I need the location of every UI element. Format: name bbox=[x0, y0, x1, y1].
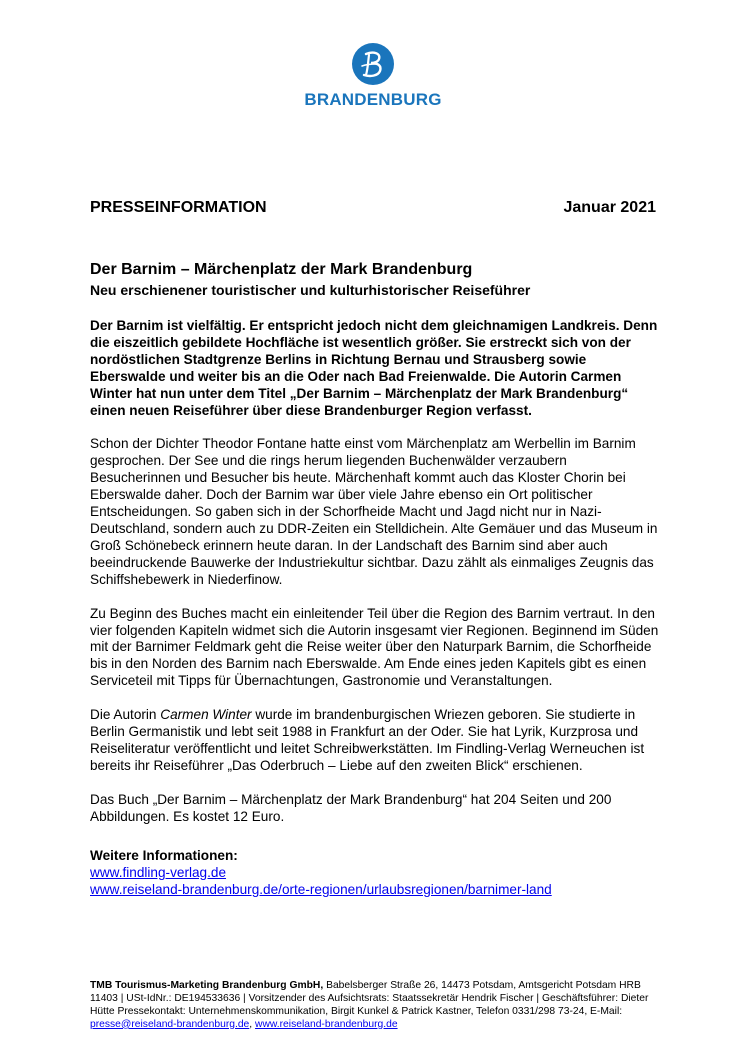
brand-logo bbox=[290, 42, 456, 114]
footer-separator: , bbox=[249, 1018, 256, 1030]
region-link[interactable]: www.reiseland-brandenburg.de/orte-regionen/urlaubsregionen/barnimer-land bbox=[90, 881, 552, 897]
body-paragraph-3 bbox=[90, 707, 660, 775]
article-subtitle: Neu erschienener touristischer und kulturhistorischer Reiseführer bbox=[90, 282, 531, 298]
body-paragraph-1: Schon der Dichter Theodor Fontane hatte einst vom Märchenplatz am Werbellin im Barnim gesprochen. Der See und die rings herum liegenden Buchenwälder verzaubern Besucherinnen und Besucher bis heute. Märchenhaft kommt auch das Kloster Chorin bei Eberswalde daher. Doch der Barnim war über viele Jahre ebenso ein Ort politischer Entscheidungen. So gaben sich in der Schorfheide Macht und Jagd nicht nur in Nazi-Deutschland, sondern auch zu DDR-Zeiten ein Stelldichein. Alte Gemäuer und das Museum in Groß Schönebeck erinnern heute daran. In der Landschaft des Barnim sind aber auch beeindruckende Bauwerke der Industriekultur sichtbar. Dazu zählt als einmaliges Zeugnis das Schiffshebewerk in Niederfinow. bbox=[90, 436, 658, 587]
press-email-link[interactable]: presse@reiseland-brandenburg.de bbox=[90, 1018, 250, 1030]
more-info-section bbox=[90, 848, 552, 899]
body-paragraph-2: Zu Beginn des Buches macht ein einleitender Teil über die Region des Barnim vertraut. In den vier folgenden Kapiteln widmet sich die Autorin insgesamt vier Regionen. Beginnend im Süden mit der Barnimer Feldmark geht die Reise weiter über den Naturpark Barnim, die Schorfheide bis in den Norden des Barnim nach Eberswalde. Am Ende eines jeden Kapitels gibt es einen Serviceteil mit Tipps für Übernachtungen, Gastronomie und Veranstaltungen. bbox=[90, 605, 659, 689]
body-paragraph-4: Das Buch „Der Barnim – Märchenplatz der Mark Brandenburg“ hat 204 Seiten und 200 Abbildungen. Es kostet 12 Euro. bbox=[90, 791, 612, 824]
author-intro: Die Autorin bbox=[90, 707, 161, 723]
brand-wordmark: BRANDENBURG bbox=[304, 90, 442, 109]
website-link[interactable]: www.reiseland-brandenburg.de bbox=[255, 1018, 398, 1030]
footer-company: TMB Tourismus-Marketing Brandenburg GmbH, bbox=[90, 980, 324, 991]
author-bio: wurde im brandenburgischen Wriezen geboren. Sie studierte in Berlin Germanistik und lebt seit 1988 in Frankfurt an der Oder. Sie hat Lyrik, Kurzprosa und Reiseliteratur veröffentlicht und leitet Schreibwerkstätten. Im Findling-Verlag Werneuchen ist bereits ihr Reiseführer „Das Oderbruch – Liebe auf den zweiten Blick“ erschienen. bbox=[90, 707, 645, 773]
footer-details: Babelsberger Straße 26, 14473 Potsdam, Amtsgericht Potsdam HRB 11403 | USt-IdNr.: DE194533636 | Vorsitzender des Aufsichtsrats: Staatssekretär Hendrik Fischer | Geschäftsführer: Dieter Hütte Pressekontakt: Unternehmenskommunikation, Birgit Kunkel & Patrick Kastner, Telefon 0331/298 73-24, E-Mail: bbox=[90, 980, 649, 1017]
more-info-heading: Weitere Informationen: bbox=[90, 848, 238, 863]
release-date: Januar 2021 bbox=[563, 199, 656, 216]
lead-paragraph: Der Barnim ist vielfältig. Er entspricht jedoch nicht dem gleichnamigen Landkreis. Denn die eiszeitlich gebildete Hochfläche ist wesentlich größer. Sie erstreckt sich von der nordöstlichen Stadtgrenze Berlins in Richtung Bernau und Strausberg sowie Eberswalde und weiter bis an die Oder nach Bad Freienwalde. Die Autorin Carmen Winter hat nun unter dem Titel „Der Barnim – Märchenplatz der Mark Brandenburg“ einen neuen Reiseführer über diese Brandenburger Region verfasst. bbox=[90, 318, 658, 418]
press-info-label: PRESSEINFORMATION bbox=[90, 199, 267, 216]
publisher-link[interactable]: www.findling-verlag.de bbox=[90, 864, 227, 880]
article-title: Der Barnim – Märchenplatz der Mark Brandenburg bbox=[90, 261, 473, 278]
article-body bbox=[90, 318, 660, 843]
footer-imprint bbox=[90, 980, 656, 1032]
author-name: Carmen Winter bbox=[160, 707, 252, 723]
brandenburg-b-emblem-icon bbox=[351, 42, 395, 86]
